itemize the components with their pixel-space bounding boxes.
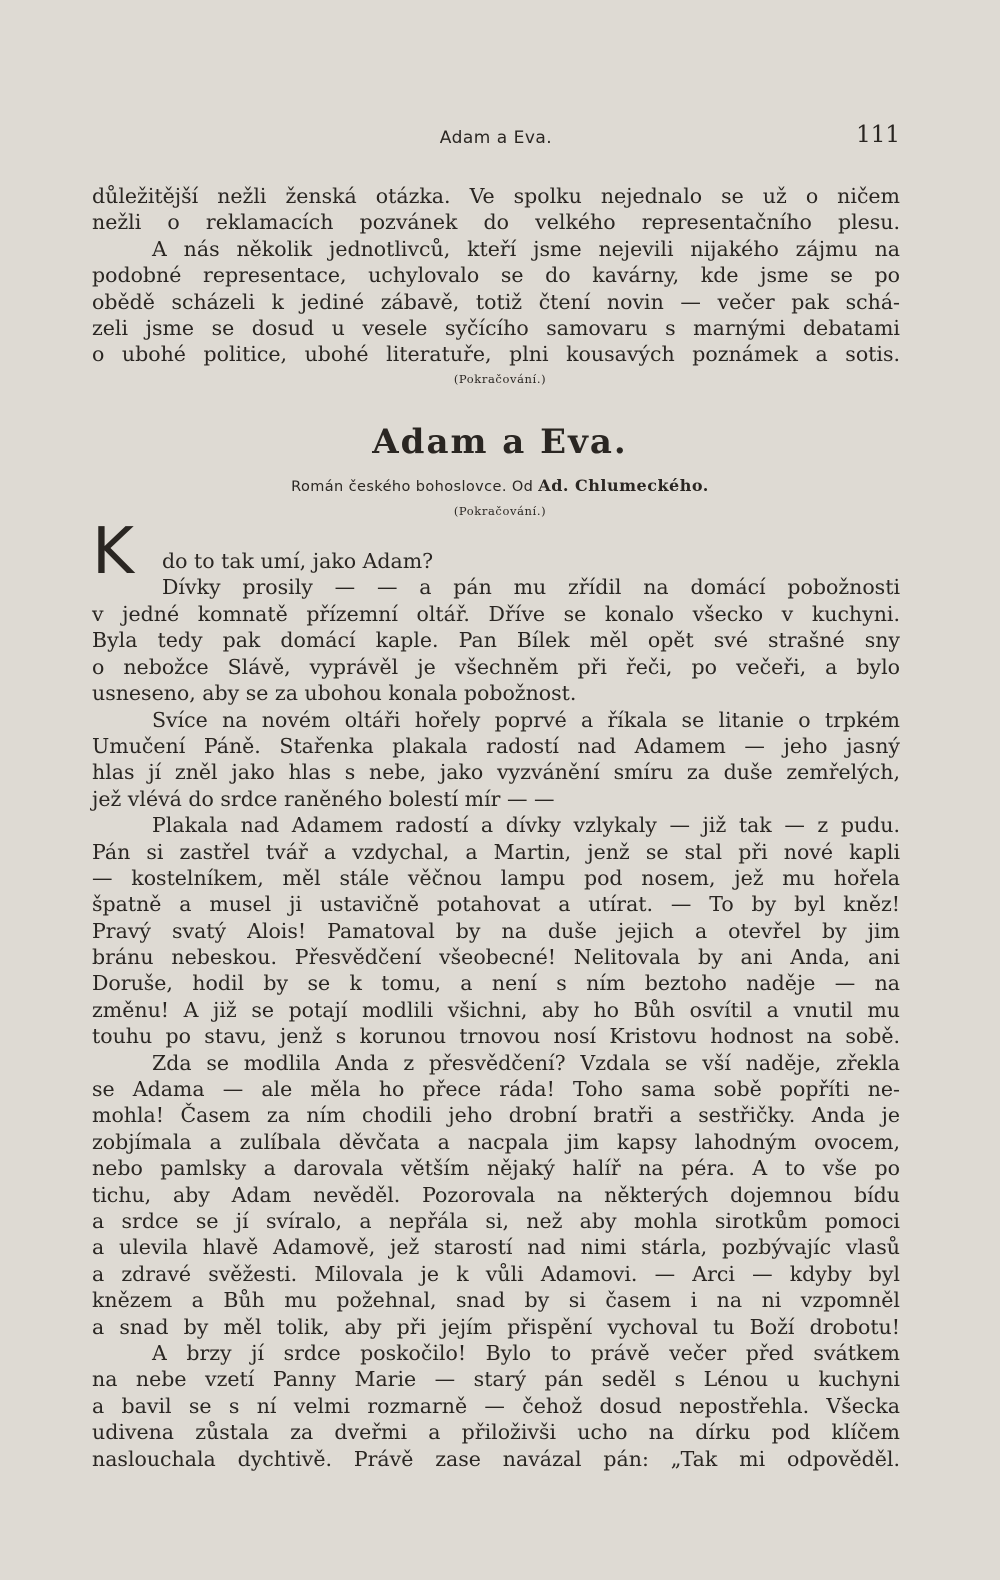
novel-subtitle <box>0 476 1000 495</box>
previous-article-text <box>92 183 900 368</box>
text-line: Umučení Páně. Stařenka plakala radostí nad Adamem — jeho jasný <box>92 733 900 758</box>
text-line: usneseno, aby se za ubohou konala pobožnost. <box>92 681 577 706</box>
text-line: a snad by měl tolik, aby při jejím přispění vychoval tu Boží drobotu! <box>92 1314 900 1339</box>
text-line: bránu nebeskou. Přesvědčení všeobecné! Nelitovala by ani Anda, ani <box>92 945 900 970</box>
text-line: Dívky prosily — — a pán mu zřídil na domácí pobožnosti <box>162 575 900 600</box>
text-line: Pravý svatý Alois! Pamatoval by na duše jejich a otevřel by jim <box>92 918 900 943</box>
page-number: 111 <box>856 122 900 148</box>
text-line: v jedné komnatě přízemní oltář. Dříve se konalo všecko v kuchyni. <box>92 602 900 626</box>
text-line: důležitější nežli ženská otázka. Ve spolku nejednalo se už o ničem <box>92 184 900 208</box>
novel-opening <box>92 548 900 601</box>
text-line: udivena zůstala za dveřmi a přiloživši ucho na dírku pod klíčem <box>92 1420 900 1445</box>
running-head <box>92 122 900 158</box>
author-name: Ad. Chlumeckého. <box>538 476 709 495</box>
drop-cap: K <box>92 515 134 589</box>
text-line: hlas jí zněl jako hlas s nebe, jako vyzvánění smíru za duše zemřelých, <box>92 760 900 785</box>
text-line: jež vlévá do srdce raněného bolestí mír — — <box>92 786 555 811</box>
text-line: se Adama — ale měla ho přece ráda! Toho sama sobě popříti ne- <box>92 1077 900 1102</box>
text-line: a ulevila hlavě Adamově, jež starostí nad nimi stárla, pozbývajíc vlasů <box>92 1235 900 1260</box>
text-line: nežli o reklamacích pozvánek do velkého representačního plesu. <box>92 210 900 235</box>
text-line: a srdce se jí svíralo, a nepřála si, než aby mohla sirotkům pomoci <box>92 1208 900 1233</box>
text-line: naslouchala dychtivě. Právě zase navázal pán: „Tak mi odpověděl. <box>92 1446 900 1471</box>
novel-text <box>92 601 900 1472</box>
text-line: na nebe vzetí Panny Marie — starý pán seděl s Lénou u kuchyni <box>92 1367 900 1392</box>
continued-note: (Pokračování.) <box>453 372 547 386</box>
text-line: Zda se modlila Anda z přesvědčení? Vzdala se vší naděje, zřekla <box>152 1050 900 1075</box>
text-line: tichu, aby Adam nevěděl. Pozorovala na některých dojemnou bídu <box>92 1182 900 1207</box>
text-line: Byla tedy pak domácí kaple. Pan Bílek měl opět své strašné sny <box>92 628 900 653</box>
text-line: nebo pamlsky a darovala větším nějaký halíř na péra. A to vše po <box>92 1156 900 1181</box>
text-line: změnu! A již se potají modlili všichni, aby ho Bůh osvítil a vnutil mu <box>92 997 900 1022</box>
text-line: Svíce na novém oltáři hořely poprvé a říkala se litanie o trpkém <box>152 707 900 732</box>
text-line: zobjímala a zulíbala děvčata a nacpala jim kapsy lahodným ovocem, <box>92 1129 900 1154</box>
running-title: Adam a Eva. <box>439 128 553 148</box>
text-line: obědě scházeli k jediné zábavě, totiž čtení novin — večer pak schá- <box>92 289 900 314</box>
text-line: zeli jsme se dosud u vesele syčícího samovaru s marnými debatami <box>92 315 900 340</box>
text-line: o ubohé politice, ubohé literatuře, plni kousavých poznámek a sotis. <box>92 342 900 367</box>
text-line: — kostelníkem, měl stále věčnou lampu pod nosem, jež mu hořela <box>92 865 900 890</box>
text-line: do to tak umí, jako Adam? <box>162 549 434 573</box>
text-line: Plakala nad Adamem radostí a dívky vzlykaly — již tak — z pudu. <box>152 813 900 838</box>
text-line: A nás několik jednotlivců, kteří jsme nejevili nijakého zájmu na <box>152 236 900 261</box>
text-line: špatně a musel ji ustavičně potahovat a utírat. — To by byl kněz! <box>92 892 900 917</box>
text-line: knězem a Bůh mu požehnal, snad by si časem i na ni vzpomněl <box>92 1288 900 1313</box>
text-line: Pán si zastřel tvář a vzdychal, a Martin, jenž se stal při nové kapli <box>92 839 900 864</box>
text-line: a zdravé svěžesti. Milovala je k vůli Adamovi. — Arci — kdyby byl <box>92 1261 900 1286</box>
continued-note-novel: (Pokračování.) <box>453 504 547 518</box>
text-line: a bavil se s ní velmi rozmarně — čehož dosud nepostřehla. Všecka <box>92 1393 900 1418</box>
text-line: podobné representace, uchylovalo se do kavárny, kde jsme se po <box>92 263 900 288</box>
subtitle-text: Román českého bohoslovce. Od <box>291 479 534 495</box>
text-line: o nebožce Slávě, vyprávěl je všechněm při řeči, po večeři, a bylo <box>92 654 900 679</box>
text-line: A brzy jí srdce poskočilo! Bylo to právě večer před svátkem <box>152 1340 900 1365</box>
novel-title: Adam a Eva. <box>372 422 628 462</box>
text-line: touhu po stavu, jenž s korunou trnovou nosí Kristovu hodnost na sobě. <box>92 1024 900 1049</box>
text-line: Doruše, hodil by se k tomu, a není s ním beztoho naděje — na <box>92 971 900 996</box>
text-line: mohla! Časem za ním chodili jeho drobní bratři a sestřičky. Anda je <box>92 1103 900 1128</box>
